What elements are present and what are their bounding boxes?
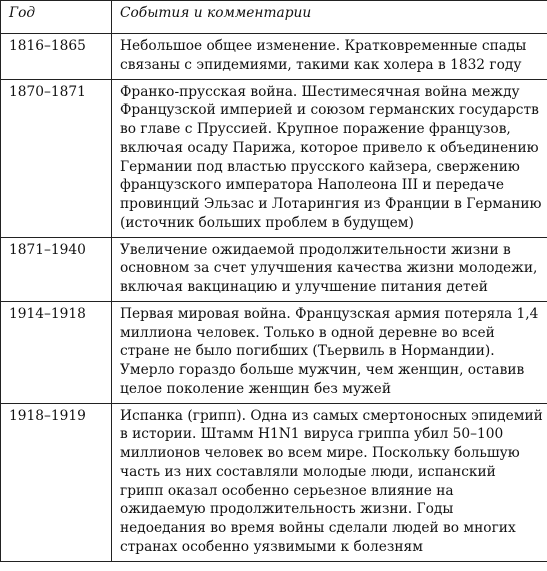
- row-text: Увеличение ожидаемой продолжительности жизни в основном за счет улучшения качества жизни молодежи, включая вакцинацию и улучшение питания детей: [112, 237, 547, 301]
- table-row: [1, 301, 547, 403]
- header-events: События и комментарии: [112, 1, 547, 34]
- row-text: Первая мировая война. Французская армия потеряла 1,4 миллиона человек. Только в одной деревне во всей стране не было погибших (Тьервиль в Нормандии). Умерло гораздо больше мужчин, чем женщин, оставив целое поколение женщин без мужей: [112, 301, 547, 403]
- row-text: Испанка (грипп). Одна из самых смертоносных эпидемий в истории. Штамм H1N1 вируса гриппа убил 50–100 миллионов человек во всем мире. Поскольку большую часть из них составляли молодые люди, испанский грипп оказал особенно серьезное влияние на ожидаемую продолжительность жизни. Годы недоедания во время войны сделали людей во многих странах особенно уязвимыми к болезням: [112, 403, 547, 561]
- row-year: 1870–1871: [1, 79, 112, 237]
- table-row: [1, 34, 547, 80]
- row-text: Небольшое общее изменение. Кратковременные спады связаны с эпидемиями, такими как холера в 1832 году: [112, 34, 547, 80]
- row-year: 1914–1918: [1, 301, 112, 403]
- row-year: 1871–1940: [1, 237, 112, 301]
- row-year: 1918–1919: [1, 403, 112, 561]
- table-header-row: [1, 1, 547, 34]
- table-row: [1, 403, 547, 561]
- row-year: 1816–1865: [1, 34, 112, 80]
- table-row: [1, 237, 547, 301]
- row-text: Франко-прусская война. Шестимесячная война между Французской империей и союзом германских государств во главе с Пруссией. Крупное поражение французов, включая осаду Парижа, которое привело к объединению Германии под властью прусского кайзера, свержению французского императора Наполеона III и передаче провинций Эльзас и Лотарингия из Франции в Германию (источник больших проблем в будущем): [112, 79, 547, 237]
- table-row: [1, 79, 547, 237]
- header-year: Год: [1, 1, 112, 34]
